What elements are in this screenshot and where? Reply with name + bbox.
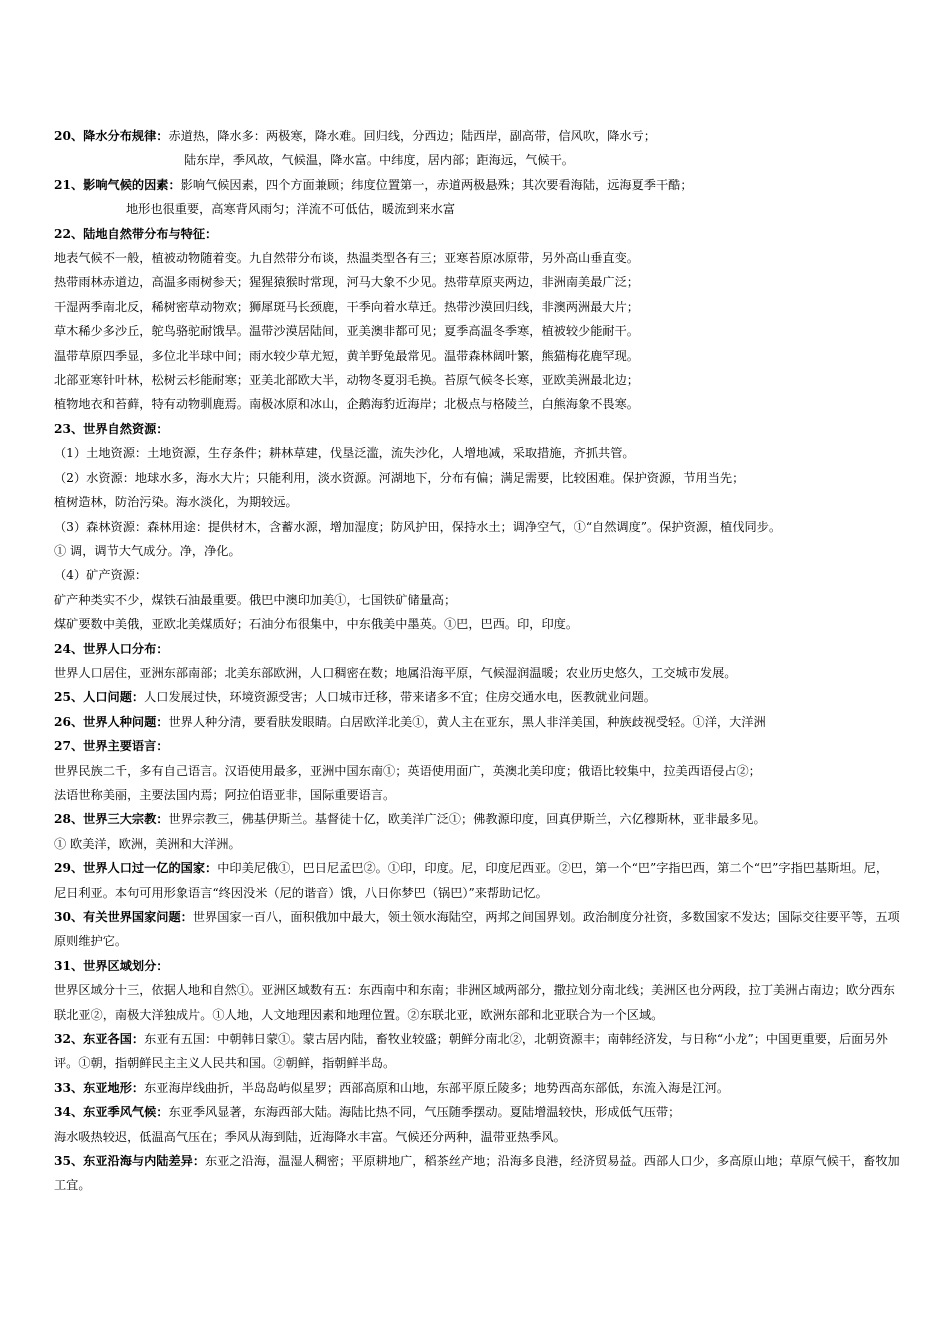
text-line	[54, 832, 900, 856]
paragraph-text: 陆东岸，季风故，气候温，降水富。中纬度，居内部；距海远，气候干。	[184, 153, 574, 168]
paragraph-text: 煤矿要数中美俄，亚欧北美煤质好；石油分布很集中，中东俄美中墨英。①巴，巴西。印，印度。	[54, 617, 579, 632]
paragraph-text: 世界区域分十三，依据人地和自然①。亚洲区域数有五：东西南中和东南；非洲区域两部分，撒拉划分南北线；美洲区也分两段，拉丁美洲占南边；欧分西东联北亚②，南极大洋独成片。①人地，人文地理因素和地理位置。②东联北亚，欧洲东部和北亚联合为一个区域。	[54, 983, 895, 1022]
section-heading: 28、世界三大宗教：	[54, 812, 169, 827]
section-paragraph	[54, 222, 900, 246]
text-line	[54, 466, 900, 490]
paragraph-text: 草木稀少多沙丘，鸵鸟骆驼耐饿旱。温带沙漠居陆间，亚美澳非都可见；夏季高温冬季寒，植被较少能耐干。	[54, 324, 639, 339]
section-heading: 30、有关世界国家问题：	[54, 910, 193, 924]
section-heading: 24、世界人口分布：	[54, 641, 169, 656]
paragraph-text: （1）土地资源：土地资源，生存条件；耕林草建，伐垦泛滥，流失沙化，人增地减，采取措施，齐抓共管。	[54, 446, 635, 461]
text-line	[54, 759, 900, 783]
text-line	[54, 612, 900, 636]
section-heading: 34、东亚季风气候：	[54, 1105, 169, 1120]
text-line	[54, 295, 900, 319]
paragraph-text: 东亚有五国：中朝韩日蒙①。蒙古居内陆，畜牧业较盛；朝鲜分南北②，北朝资源丰；南韩经济发，与日称“小龙”；中国更重要，后面另外评。①朝，指朝鲜民主主义人民共和国。②朝鲜，指朝鲜半岛。	[54, 1032, 888, 1071]
section-heading: 22、陆地自然带分布与特征：	[54, 226, 218, 241]
paragraph-text: 干湿两季南北反，稀树密草动物欢；狮犀斑马长颈鹿，干季向着水草迁。热带沙漠回归线，非澳两洲最大片；	[54, 299, 639, 314]
text-line	[54, 441, 900, 465]
section-paragraph	[54, 807, 900, 831]
paragraph-text: 植树造林，防治污染。海水淡化，为期较远。	[54, 495, 298, 510]
section-heading: 33、东亚地形：	[54, 1080, 145, 1095]
section-paragraph	[54, 637, 900, 661]
section-paragraph	[54, 1027, 900, 1076]
text-line	[54, 563, 900, 587]
paragraph-text: 海水吸热较迟，低温高气压在；季风从海到陆，近海降水丰富。气候还分两种，温带亚热季风。	[54, 1129, 566, 1144]
paragraph-text: 地表气候不一般，植被动物随着变。九自然带分布谈，热温类型各有三；亚寒苔原冰原带，另外高山垂直变。	[54, 251, 639, 266]
text-line	[54, 490, 900, 514]
section-paragraph	[54, 1149, 900, 1198]
paragraph-text: ① 调，调节大气成分。净，净化。	[54, 543, 241, 558]
paragraph-text: （3）森林资源：森林用途：提供材木，含蓄水源，增加湿度；防风护田，保持水土；调净空气，①“自然调度”。保护资源，植伐同步。	[54, 519, 782, 534]
section-heading: 23、世界自然资源：	[54, 421, 169, 436]
section-heading: 21、影响气候的因素：	[54, 177, 181, 192]
paragraph-text: ① 欧美洋，欧洲，美洲和大洋洲。	[54, 836, 241, 851]
section-paragraph	[54, 685, 900, 709]
text-line	[54, 246, 900, 270]
paragraph-text: 矿产种类实不少，煤铁石油最重要。俄巴中澳印加美①，七国铁矿储量高；	[54, 592, 457, 607]
text-line	[54, 392, 900, 416]
paragraph-text: 法语世称美丽，主要法国内焉；阿拉伯语亚非，国际重要语言。	[54, 787, 396, 802]
paragraph-text: （4）矿产资源：	[54, 568, 148, 583]
paragraph-text: 东亚海岸线曲折，半岛岛屿似星罗；西部高原和山地，东部平原丘陵多；地势西高东部低，东流入海是江河。	[144, 1080, 730, 1095]
paragraph-text: 温带草原四季显，多位北半球中间；雨水较少草尤短，黄羊野兔最常见。温带森林阔叶繁，熊猫梅花鹿罕现。	[54, 348, 639, 363]
paragraph-text: 地形也很重要，高寒背风雨匀；洋流不可低估，暖流到来水富	[126, 202, 456, 217]
section-heading: 27、世界主要语言：	[54, 739, 169, 754]
section-heading: 26、世界人种问题：	[54, 714, 169, 729]
section-paragraph	[54, 734, 900, 758]
text-line	[54, 148, 900, 172]
paragraph-text: 东亚季风显著，东海西部大陆。海陆比热不同，气压随季摆动。夏陆增温较快，形成低气压带；	[168, 1105, 681, 1120]
paragraph-text: 世界国家一百八，面积俄加中最大，领土领水海陆空，两邦之间国界划。政治制度分社资，多数国家不发达；国际交往要平等，五项原则维护它。	[54, 910, 900, 949]
text-line	[54, 319, 900, 343]
text-line	[54, 588, 900, 612]
section-paragraph	[54, 1100, 900, 1124]
section-heading: 25、人口问题：	[54, 690, 145, 705]
paragraph-text: （2）水资源：地球水多，海水大片；只能利用，淡水资源。河湖地下，分布有偏；满足需要，比较困难。保护资源，节用当先；	[54, 470, 745, 485]
text-line	[54, 783, 900, 807]
text-line	[54, 270, 900, 294]
section-paragraph	[54, 905, 900, 954]
text-line	[54, 978, 900, 1027]
text-line	[54, 1125, 900, 1149]
section-paragraph	[54, 710, 900, 734]
paragraph-text: 人口发展过快，环境资源受害；人口城市迁移，带来诸多不宜；住房交通水电，医教就业问题。	[144, 690, 656, 705]
section-heading: 20、降水分布规律：	[54, 129, 169, 143]
text-line	[54, 197, 900, 221]
section-paragraph	[54, 1076, 900, 1100]
paragraph-text: 热带雨林赤道边，高温多雨树参天；猩猩猿猴时常现，河马大象不少见。热带草原夹两边，非洲南美最广泛；	[54, 275, 639, 290]
document-body	[54, 124, 900, 1198]
paragraph-text: 东亚之沿海，温湿人稠密；平原耕地广，稻茶丝产地；沿海多良港，经济贸易益。西部人口少，多高原山地；草原气候干，畜牧加工宜。	[54, 1154, 900, 1193]
paragraph-text: 世界宗教三，佛基伊斯兰。基督徒十亿，欧美洋广泛①；佛教源印度，回真伊斯兰，六亿穆斯林，亚非最多见。	[168, 812, 766, 827]
text-line	[54, 344, 900, 368]
paragraph-text: 植物地衣和苔藓，特有动物驯鹿焉。南极冰原和冰山，企鹅海豹近海岸；北极点与格陵兰，白熊海象不畏寒。	[54, 397, 639, 412]
text-line	[54, 539, 900, 563]
text-line	[54, 661, 900, 685]
section-paragraph	[54, 417, 900, 441]
section-heading: 35、东亚沿海与内陆差异：	[54, 1154, 206, 1169]
paragraph-text: 中印美尼俄①，巴日尼孟巴②。①印，印度。尼，印度尼西亚。②巴，第一个“巴”字指巴西，第二个“巴”字指巴基斯坦。尼，尼日利亚。本句可用形象语言“终因没米（尼的谐音）饿，八日你梦巴（锅巴）”来帮助记忆。	[54, 861, 889, 900]
paragraph-text: 世界民族二千，多有自己语言。汉语使用最多，亚洲中国东南①；英语使用面广，英澳北美印度；俄语比较集中，拉美西语侵占②；	[54, 763, 761, 778]
section-heading: 32、东亚各国：	[54, 1032, 145, 1047]
text-line	[54, 368, 900, 392]
text-line	[54, 515, 900, 539]
section-heading: 29、世界人口过一亿的国家：	[54, 861, 218, 876]
section-heading: 31、世界区域划分：	[54, 958, 169, 973]
paragraph-text: 世界人口居住，亚洲东部南部；北美东部欧洲，人口稠密在数；地属沿海平原，气候湿润温暖；农业历史悠久，工交城市发展。	[54, 665, 737, 680]
paragraph-text: 北部亚寒针叶林，松树云杉能耐寒；亚美北部欧大半，动物冬夏羽毛换。苔原气候冬长寒，亚欧美洲最北边；	[54, 373, 639, 388]
paragraph-text: 世界人种分清，要看肤发眼睛。白居欧洋北美①，黄人主在亚东，黑人非洋美国，种族歧视受轻。①洋，大洋洲	[168, 714, 766, 729]
section-paragraph	[54, 954, 900, 978]
paragraph-text: 影响气候因素，四个方面兼顾；纬度位置第一，赤道两极悬殊；其次要看海陆，远海夏季干酷；	[180, 177, 693, 192]
section-paragraph	[54, 173, 900, 197]
section-paragraph	[54, 856, 900, 905]
paragraph-text: 赤道热，降水多：两极寒，降水难。回归线，分西边；陆西岸，副高带，信风吹，降水亏；	[168, 129, 656, 143]
section-paragraph	[54, 124, 900, 148]
